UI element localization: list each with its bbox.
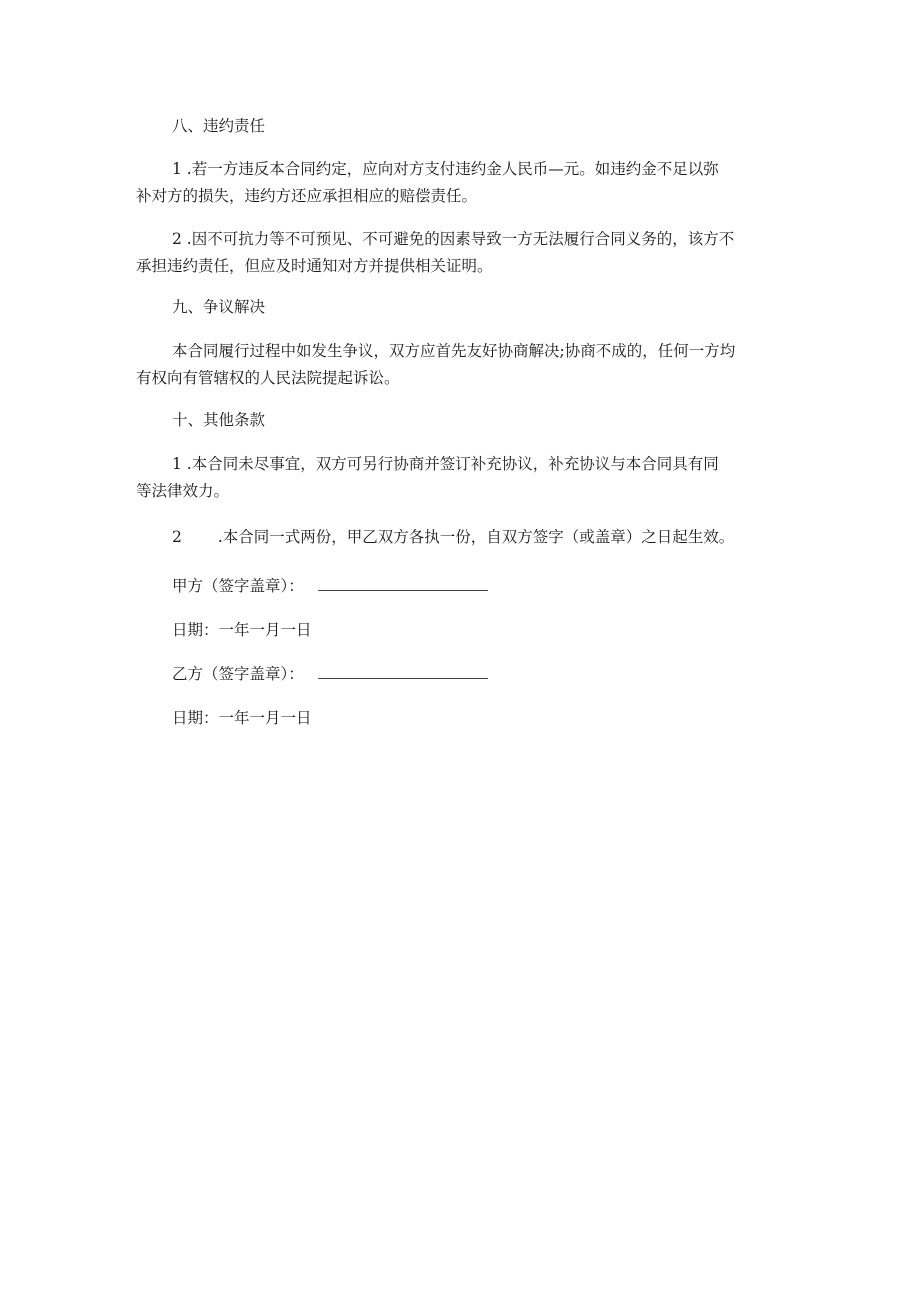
section-10-item-2-number: 2 — [172, 528, 182, 546]
section-8-heading-text: 八、违约责任 — [172, 117, 266, 135]
section-8-heading — [172, 113, 792, 140]
section-8-item-1-line-1: 1 .若一方违反本合同约定，应向对方支付违约金人民币—元。如违约金不足以弥 — [172, 160, 719, 178]
section-10-heading — [172, 407, 792, 434]
section-9-line-2: 有权向有管辖权的人民法院提起诉讼。 — [136, 369, 400, 387]
party-b-signature-row — [172, 661, 792, 688]
section-10-item-2-line — [172, 524, 792, 551]
section-8-item-1 — [136, 156, 792, 210]
party-a-label: 甲方（签字盖章）： — [172, 577, 304, 595]
section-10-item-2-text: .本合同一式两份，甲乙双方各执一份，自双方签字（或盖章）之日起生效。 — [217, 528, 735, 546]
party-b-date-text: 日期：一年一月一日 — [172, 709, 312, 727]
section-10-heading-text: 十、其他条款 — [172, 411, 266, 429]
section-9-heading-text: 九、争议解决 — [172, 298, 266, 316]
section-8-item-2-line-2: 承担违约责任，但应及时通知对方并提供相关证明。 — [136, 257, 493, 275]
section-10-item-2 — [172, 524, 792, 551]
party-b-label: 乙方（签字盖章）： — [172, 665, 304, 683]
section-9-heading — [172, 294, 792, 321]
section-9-paragraph — [136, 338, 792, 392]
section-10-item-1-line-2: 等法律效力。 — [136, 482, 230, 500]
party-a-signature-row — [172, 573, 792, 600]
party-b-date — [172, 705, 792, 732]
section-10-item-1-line-1: 1 .本合同未尽事宜，双方可另行协商并签订补充协议，补充协议与本合同具有同 — [172, 455, 719, 473]
section-8-item-2 — [136, 226, 792, 280]
section-8-item-1-line-2: 补对方的损失，违约方还应承担相应的赔偿责任。 — [136, 187, 478, 205]
section-8-item-2-line-1: 2 .因不可抗力等不可预见、不可避免的因素导致一方无法履行合同义务的，该方不 — [172, 230, 735, 248]
party-a-date — [172, 617, 792, 644]
party-a-date-text: 日期：一年一月一日 — [172, 621, 312, 639]
section-10-item-1 — [136, 451, 792, 505]
party-b-signature-line[interactable] — [318, 664, 488, 679]
party-a-signature-line[interactable] — [318, 576, 488, 591]
section-9-line-1: 本合同履行过程中如发生争议，双方应首先友好协商解决;协商不成的，任何一方均 — [172, 342, 736, 360]
